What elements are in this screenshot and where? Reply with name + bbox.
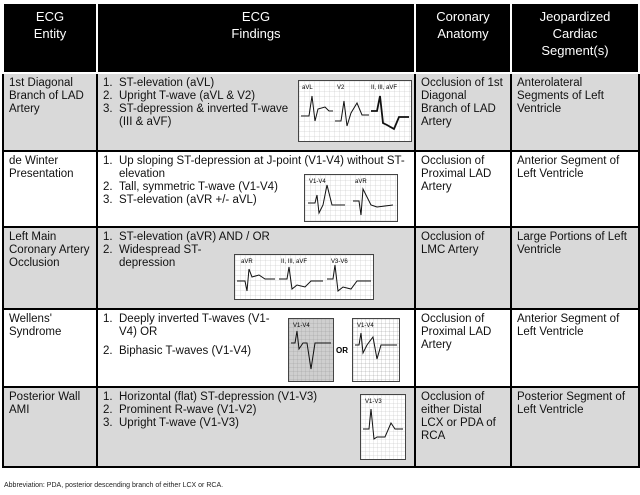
finding-item: ST-depression & inverted T-wave (III & aVF) (119, 103, 289, 128)
ecg-strip-image (304, 174, 398, 222)
segment-cell: Anterior Segment of Left Ventricle (511, 151, 639, 227)
table-row (3, 387, 639, 467)
entity-cell: Posterior Wall AMI (3, 387, 97, 467)
entity-cell: Wellens' Syndrome (3, 309, 97, 387)
ecg-strip-image (298, 80, 412, 142)
ecg-lead-label: V3-V6 (331, 259, 348, 265)
ecg-lead-label: V2 (337, 85, 345, 91)
header-findings (97, 3, 415, 73)
ecg-strip-image (352, 318, 400, 382)
finding-item: Up sloping ST-depression at J-point (V1-V4) without ST-elevation (119, 155, 405, 180)
segment-cell: Large Portions of Left Ventricle (511, 227, 639, 309)
findings-cell: 1. Deeply inverted T-waves (V1-V4) OR 2. Biphasic T-waves (V1-V4) V1-V4 OR V1-V4 (97, 309, 415, 387)
anatomy-cell: Occlusion of LMC Artery (415, 227, 511, 309)
finding-item: Upright T-wave (aVL & V2) (119, 90, 256, 102)
ecg-lead-label: V1-V3 (365, 399, 382, 405)
ecg-strip-image (360, 394, 406, 460)
entity-cell: 1st Diagonal Branch of LAD Artery (3, 73, 97, 151)
segment-cell: Anterolateral Segments of Left Ventricle (511, 73, 639, 151)
anatomy-cell: Occlusion of Proximal LAD Artery (415, 309, 511, 387)
ecg-lead-label: V1-V4 (309, 179, 326, 185)
header-entity-line1: ECG (35, 9, 65, 24)
finding-item: Widespread ST-depression (119, 244, 202, 269)
findings-cell: 1. Horizontal (flat) ST-depression (V1-V3) 2. Prominent R-wave (V1-V2) 3. Upright T-wave (V1-V3) V1-V3 (97, 387, 415, 467)
ecg-lead-label: aVR (241, 259, 253, 265)
findings-cell: 1. ST-elevation (aVL) 2. Upright T-wave (aVL & V2) 3. ST-depression & inverted T-wave (III & aVF) aVL V2 II, III, aVF (97, 73, 415, 151)
finding-item: Biphasic T-waves (V1-V4) (119, 345, 252, 357)
ecg-lead-label: aVL (302, 85, 313, 91)
header-anatomy-line2: Anatomy (437, 26, 489, 41)
ecg-lead-label: V1-V4 (293, 323, 310, 329)
header-segment (511, 3, 639, 73)
header-row (3, 3, 639, 73)
table-row (3, 227, 639, 309)
ecg-strip-image (234, 254, 374, 300)
ecg-table (2, 2, 640, 468)
segment-cell: Anterior Segment of Left Ventricle (511, 309, 639, 387)
finding-item: Prominent R-wave (V1-V2) (119, 404, 257, 416)
table-row (3, 151, 639, 227)
ecg-lead-label: aVR (355, 179, 367, 185)
finding-item: ST-elevation (aVR +/- aVL) (119, 194, 257, 206)
ecg-lead-label: II, III, aVF (371, 85, 398, 91)
findings-cell: 1. ST-elevation (aVR) AND / OR 2. Widespread ST-depression aVR II, III, aVF V3-V6 (97, 227, 415, 309)
finding-item: Horizontal (flat) ST-depression (V1-V3) (119, 391, 318, 403)
header-segment-line3: Segment(s) (541, 43, 609, 58)
or-label: OR (336, 346, 348, 355)
header-segment-line1: Jeopardized (539, 9, 611, 24)
table-row (3, 73, 639, 151)
finding-item: Upright T-wave (V1-V3) (119, 417, 239, 429)
footnote: Abbreviation: PDA, posterior descending branch of either LCX or RCA. (4, 482, 224, 489)
table-row (3, 309, 639, 387)
header-findings-line1: ECG (241, 9, 271, 24)
findings-cell: 1. Up sloping ST-depression at J-point (V1-V4) without ST-elevation 2. Tall, symmetric T-wave (V1-V4) 3. ST-elevation (aVR +/- aVL) V1-V4 aVR (97, 151, 415, 227)
anatomy-cell: Occlusion of Proximal LAD Artery (415, 151, 511, 227)
entity-cell: Left Main Coronary Artery Occlusion (3, 227, 97, 309)
segment-cell: Posterior Segment of Left Ventricle (511, 387, 639, 467)
entity-cell: de Winter Presentation (3, 151, 97, 227)
header-anatomy (415, 3, 511, 73)
header-segment-line2: Cardiac (552, 26, 598, 41)
header-entity-line2: Entity (33, 26, 67, 41)
ecg-lead-label: V1-V4 (357, 323, 374, 329)
finding-item: Deeply inverted T-waves (V1-V4) OR (119, 313, 270, 338)
finding-item: Tall, symmetric T-wave (V1-V4) (119, 181, 278, 193)
anatomy-cell: Occlusion of 1st Diagonal Branch of LAD Artery (415, 73, 511, 151)
ecg-lead-label: II, III, aVF (281, 259, 308, 265)
header-findings-line2: Findings (231, 26, 281, 41)
anatomy-cell: Occlusion of either Distal LCX or PDA of RCA (415, 387, 511, 467)
finding-item: ST-elevation (aVR) AND / OR (119, 231, 270, 243)
header-entity (3, 3, 97, 73)
ecg-strip-image (288, 318, 334, 382)
header-anatomy-line1: Coronary (436, 9, 490, 24)
finding-item: ST-elevation (aVL) (119, 77, 215, 89)
